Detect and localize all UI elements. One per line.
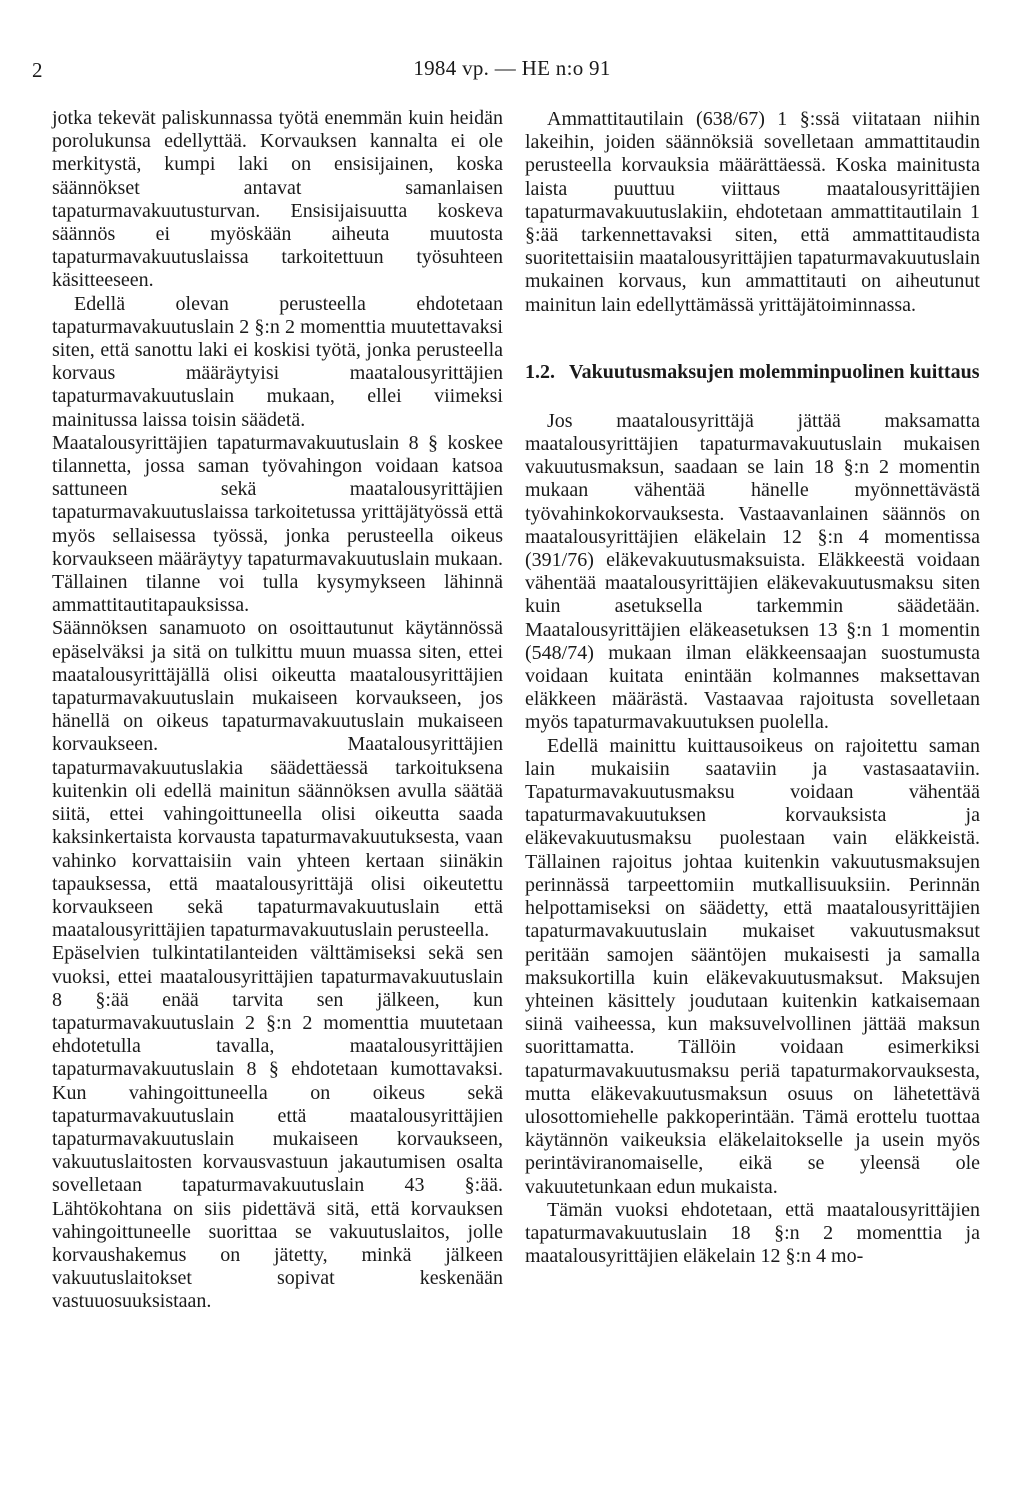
section-number: 1.2. [525,360,555,383]
section-heading [525,360,980,384]
paragraph: Jos maatalousyrittäjä jättää maksamatta maatalousyrittäjien tapaturmavakuutuslain mukaisen vakuutusmaksun, saadaan se lain 18 §:n 2 momentin mukaan vähentää hänelle myönnettävästä työvahinkokorvauksesta. Vastaavanlainen säännös on maatalousyrittäjien eläkelain 12 §:n 4 momentissa (391/76) eläkevakuutusmaksuista. Eläkkeestä voidaan vähentää maatalousyrittäjien eläkevakuutusmaksu siten kuin asetuksella tarkemmin säädetään. Maatalousyrittäjien eläkeasetuksen 13 §:n 1 momentin (548/74) mukaan ilman eläkkeensaajan suostumusta voidaan kuitata enintään kolmannes maksettavan eläkkeen määrästä. Vastaavaa rajoitusta sovelletaan myös tapaturmavakuutuksen puolella. [525,409,980,734]
paragraph: Edellä mainittu kuittausoikeus on rajoitettu saman lain mukaisiin saataviin ja vastasaataviin. Tapaturmavakuutusmaksu voidaan vähentää tapaturmavakuutuksen korvauksista ja eläkevakuutusmaksu puolestaan vain eläkkeistä. Tällainen rajoitus johtaa kuitenkin vakuutusmaksujen perinnässä tarpeettomiin mutkallisuuksiin. Perinnän helpottamiseksi on säädetty, että maatalousyrittäjien tapaturmavakuutuslain mukaiset vakuutusmaksut peritään samojen sääntöjen mukaisesti ja samalla maksukortilla kuin eläkevakuutusmaksut. Maksujen yhteinen käsittely joudutaan kuitenkin katkaisemaan siinä vaiheessa, kun maksuvelvollinen jättää maksun suorittamatta. Tällöin voidaan esimerkiksi tapaturmavakuutusmaksu periä tapaturmakorvauksesta, mutta eläkevakuutusmaksun osuus on lähetettävä ulosottomiehelle pakkoperintään. Tämä erottelu tuottaa käytännön vaikeuksia eläkelaitokselle ja usein myös perintäviranomaiselle, eikä se yleensä ole vakuutetunkaan edun mukaista. [525,734,980,1198]
paragraph: Edellä olevan perusteella ehdotetaan tapaturmavakuutuslain 2 §:n 2 momenttia muutettavaksi siten, että sanottu laki ei koskisi työtä, jonka perusteella korvaus määräytyisi maatalousyrittäjien tapaturmavakuutuslain mukaan, ellei viimeksi mainitussa laissa toisin säädetä. [52,292,503,431]
running-head: 1984 vp. — HE n:o 91 [413,56,611,80]
paragraph: Säännöksen sanamuoto on osoittautunut käytännössä epäselväksi ja sitä on tulkittu muun muassa siten, ettei maatalousyrittäjällä olisi oikeutta maatalousyrittäjien tapaturmavakuutuslain mukaiseen korvaukseen, jos hänellä on oikeus tapaturmavakuutuslain mukaiseen korvaukseen. Maatalousyrittäjien tapaturmavakuutuslakia säädettäessä tarkoituksena kuitenkin oli edellä mainitun säännöksen avulla säätää siitä, ettei vahingoittuneella olisi oikeutta saada kaksinkertaista korvausta tapaturmavakuutuksesta, vaan vahinko korvattaisiin vain yhteen kertaan siinäkin tapauksessa, että maatalousyrittäjä olisi oikeutettu korvaukseen sekä tapaturmavakuutuslain että maatalousyrittäjien tapaturmavakuutuslain perusteella. [52,617,503,942]
section-title: Vakuutusmaksujen molemminpuolinen kuittaus [569,360,980,383]
paragraph: Maatalousyrittäjien tapaturmavakuutuslain 8 § koskee tilannetta, jossa saman työvahingon voidaan katsoa sattuneen sekä maatalousyrittäjien tapaturmavakuutuslaissa tarkoitetussa yrittäjätyössä että myös sellaisessa työssä, jonka perusteella oikeus korvaukseen määräytyy tapaturmavakuutuslain mukaan. Tällainen tilanne voi tulla kysymykseen lähinnä ammattitautitapauksissa. [52,431,503,617]
right-column [525,108,980,1268]
page-number: 2 [32,58,43,82]
paragraph: Epäselvien tulkintatilanteiden välttämiseksi sekä sen vuoksi, ettei maatalousyrittäjien tapaturmavakuutuslain 8 §:ää enää tarvita sen jälkeen, kun tapaturmavakuutuslain 2 §:n 2 momenttia muutetaan ehdotetulla tavalla, maatalousyrittäjien tapaturmavakuutuslain 8 § ehdotetaan kumottavaksi. Kun vahingoittuneella on oikeus sekä tapaturmavakuutuslain että maatalousyrittäjien tapaturmavakuutuslain mukaiseen korvaukseen, vakuutuslaitosten korvausvastuun jakautumisen osalta sovelletaan tapaturmavakuutuslain 43 §:ää. Lähtökohtana on siis pidettävä sitä, että korvauksen vahingoittuneelle suorittaa se vakuutuslaitos, jolle korvaushakemus on jätetty, minkä jälkeen vakuutuslaitokset sopivat keskenään vastuuosuuksistaan. [52,942,503,1313]
paragraph: jotka tekevät paliskunnassa työtä enemmän kuin heidän porolukunsa edellyttää. Korvauksen kannalta ei ole merkitystä, kumpi laki on ensisijainen, koska säännökset antavat samanlaisen tapaturmavakuutusturvan. Ensisijaisuutta koskeva säännös ei myöskään aiheuta muutosta tapaturmavakuutuslaissa tarkoitettuun työsuhteen käsitteeseen. [52,107,503,292]
paragraph: Tämän vuoksi ehdotetaan, että maatalousyrittäjien tapaturmavakuutuslain 18 §:n 2 momenttia ja maatalousyrittäjien eläkelain 12 §:n 4 mo- [525,1198,980,1268]
left-column [52,107,503,1314]
paragraph: Ammattitautilain (638/67) 1 §:ssä viitataan niihin lakeihin, joiden säännöksiä sovelletaan ammattitaudin perusteella korvauksia määrättäessä. Koska mainitusta laista puuttuu viittaus maatalousyrittäjien tapaturmavakuutuslakiin, ehdotetaan ammattitautilain 1 §:ää tarkennettavaksi siten, että ammattitaudista suoritettaisiin maatalousyrittäjien tapaturmavakuutuslain mukainen korvaus, kun ammattitauti on aiheutunut mainitun lain edellyttämässä yrittäjätoiminnassa. [525,108,980,316]
